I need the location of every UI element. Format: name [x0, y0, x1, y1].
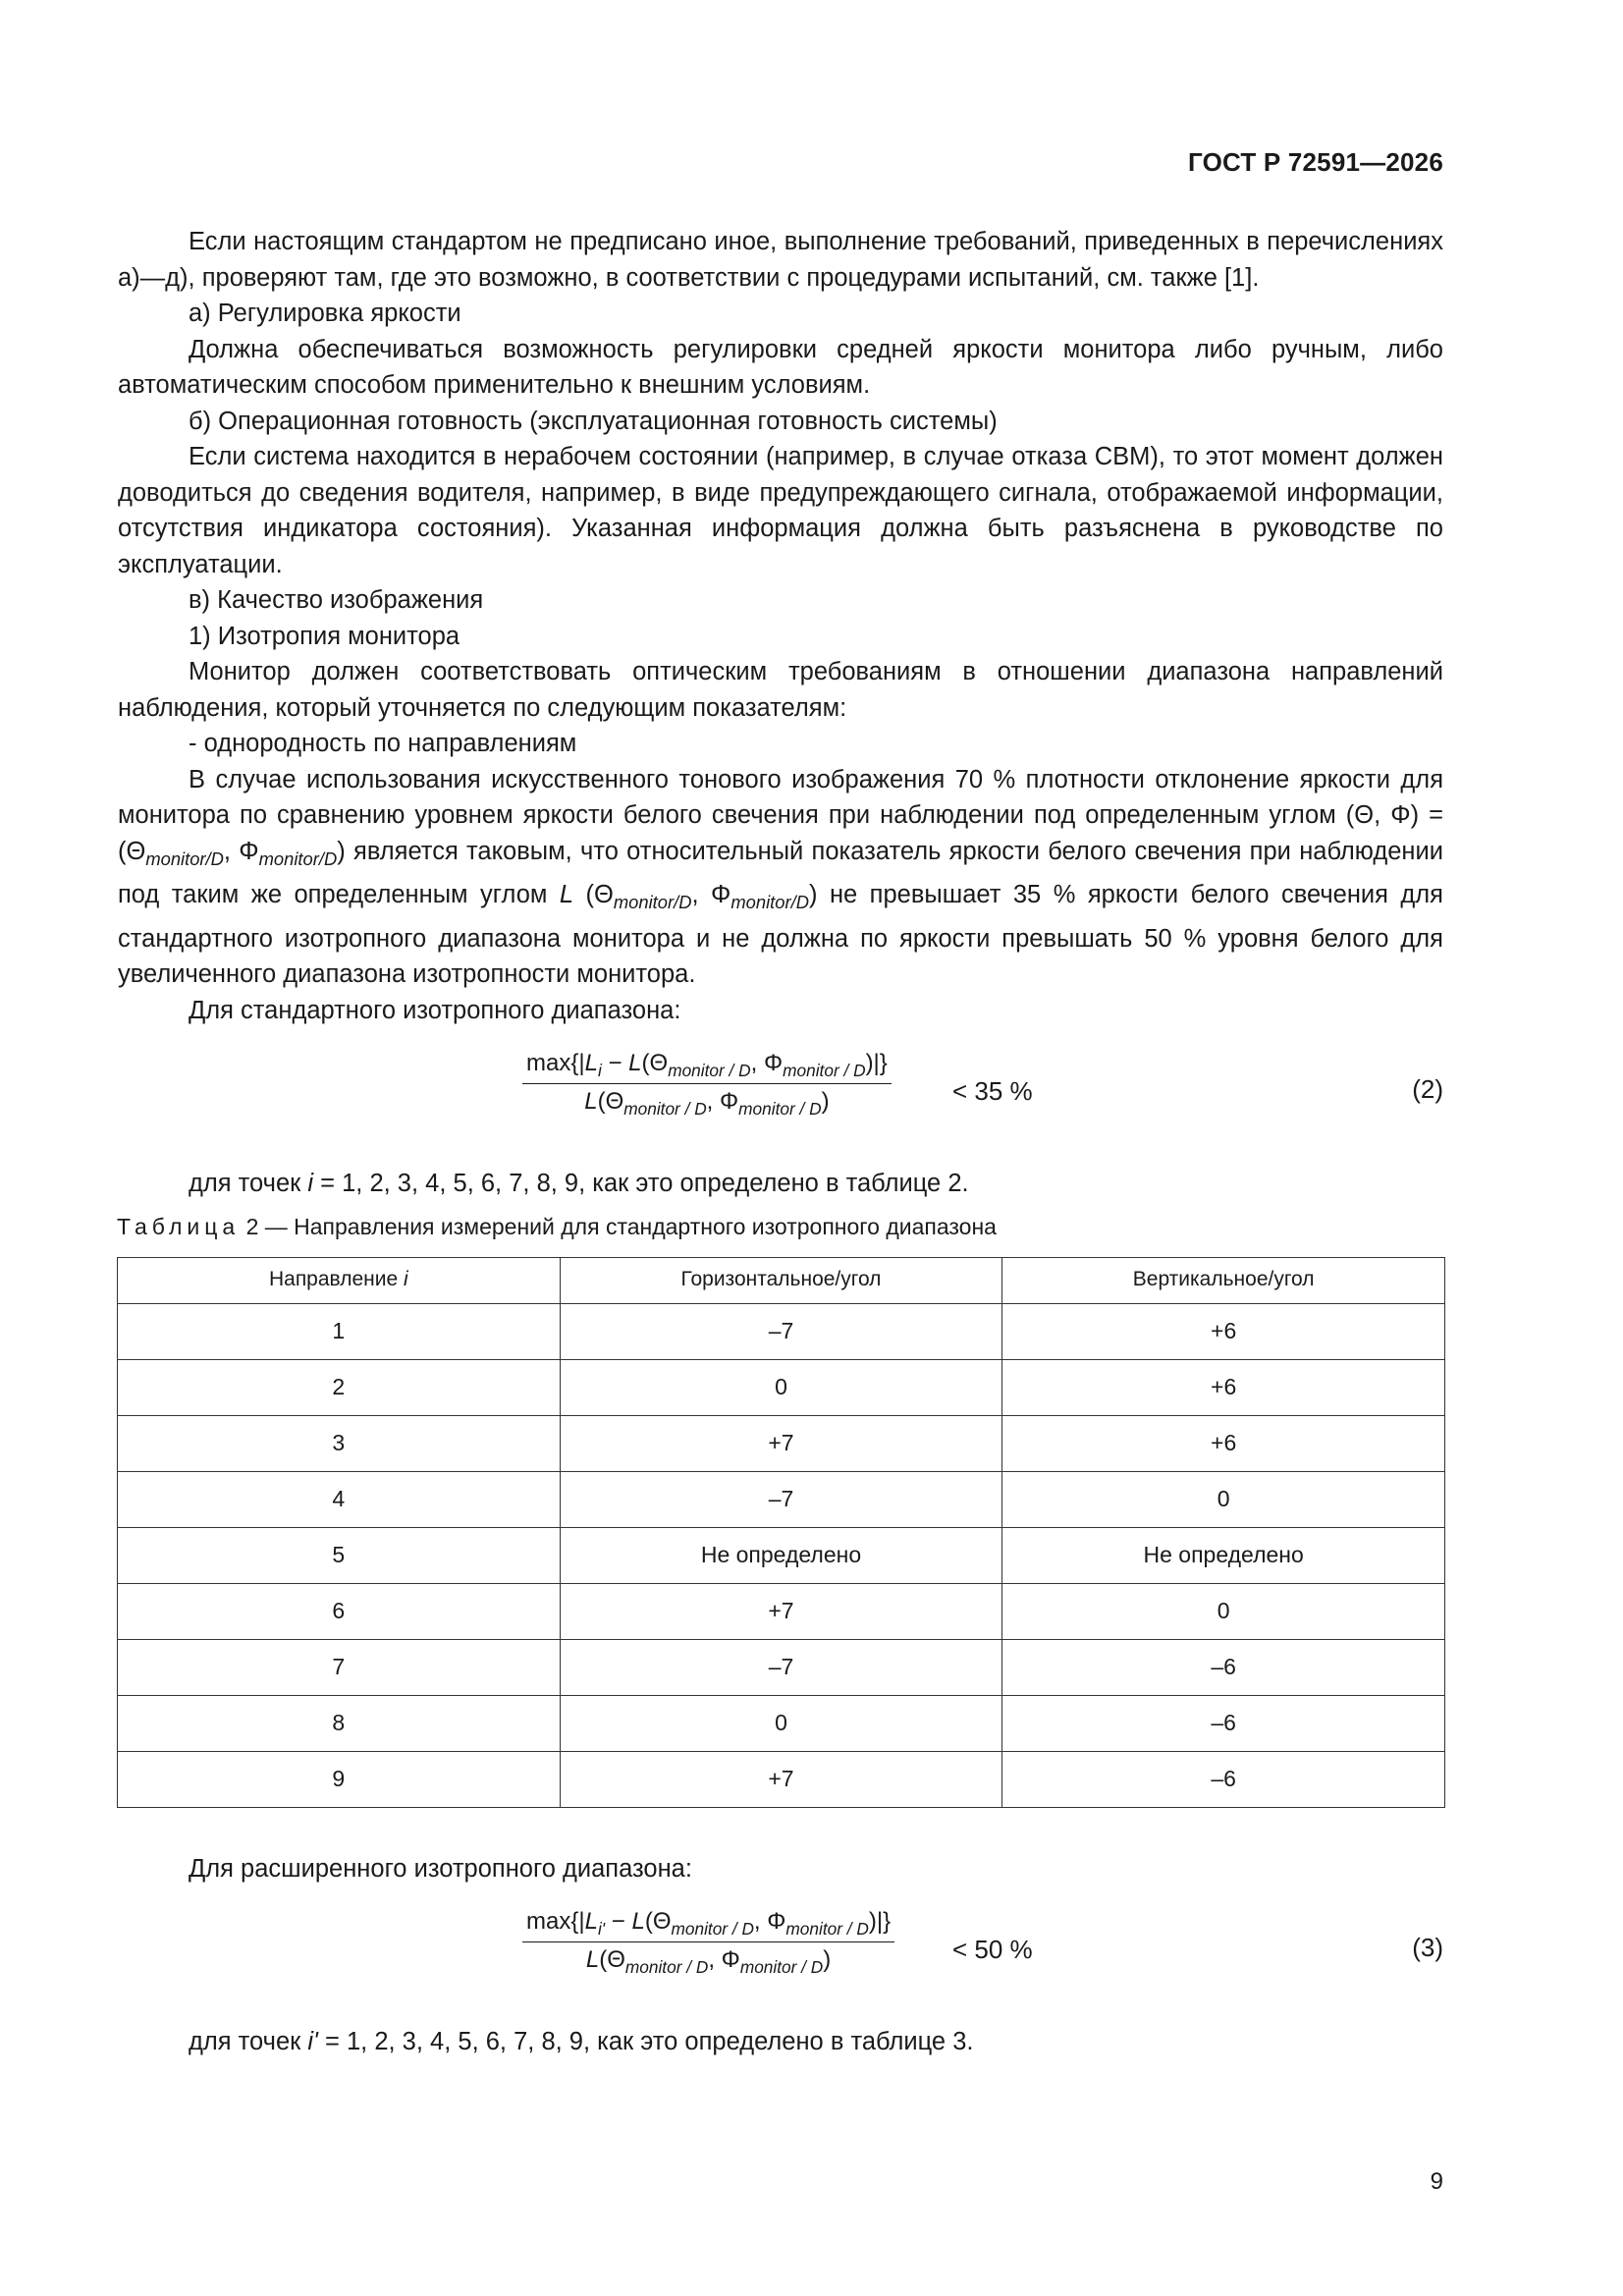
formula-2-numerator: $\max\{|L_i - L(\Theta_{monitor / D}$, $\Phi_{monitor / D})|$} — [522, 1050, 892, 1084]
deviation-text-5: , Φ — [691, 881, 731, 909]
subscript: monitor / D — [785, 1918, 869, 1939]
item-a-heading: а) Регулировка яркости — [189, 300, 461, 327]
subscript: monitor / D — [739, 1956, 824, 1977]
cell-horizontal: –7 — [560, 1639, 1002, 1695]
deviation-paragraph — [118, 762, 1443, 993]
formula-3 — [118, 1902, 1443, 2010]
cell-vertical: –6 — [1002, 1695, 1445, 1751]
deviation-text-3: ) является таковым, что относительный показатель яркости белого свечения при наблюдении под таким же определенным углом — [118, 837, 1443, 909]
subscript: monitor / D — [671, 1918, 754, 1939]
luminance-symbol: L — [559, 881, 574, 909]
header-text: Направление — [268, 1268, 404, 1291]
subscript: monitor/D — [145, 847, 224, 869]
subscript: monitor/D — [730, 892, 809, 913]
variable-i-prime: i' — [307, 2028, 318, 2056]
formula-3-relation: < 50 % — [952, 1935, 1033, 1965]
table-row — [118, 1751, 1445, 1807]
subscript: monitor / D — [668, 1060, 751, 1080]
cell-horizontal: Не определено — [560, 1527, 1002, 1583]
points-line-2 — [118, 1166, 1443, 1202]
deviation-text-1: В случае использования искусственного тонового изображения 70 % плотности отклонение яркости для монитора по сравнению уровнем яркости белого свечения при наблюдении под определенным углом (Θ, Φ) = (Θ — [118, 765, 1443, 865]
subscript: i' — [597, 1918, 606, 1939]
symbol-L: L — [584, 1087, 598, 1115]
table-row — [118, 1359, 1445, 1415]
deviation-text-2: , Φ — [223, 837, 259, 865]
symbol-phi: Φ — [763, 1050, 784, 1077]
variable-i: i — [307, 1170, 314, 1198]
formula-2-denominator: $L(\Theta_{monitor / D}$, $\Phi_{monitor / D}$) — [584, 1087, 830, 1119]
measurement-directions-table — [117, 1257, 1445, 1808]
formula-2-fraction — [522, 1050, 892, 1119]
minus-sign: − — [601, 1050, 629, 1077]
symbol-L: L — [585, 1945, 600, 1973]
deviation-text-4: (Θ — [573, 881, 614, 909]
symbol-theta: Θ — [607, 1945, 625, 1973]
cell-vertical: +6 — [1002, 1359, 1445, 1415]
table-row — [118, 1695, 1445, 1751]
cell-horizontal: +7 — [560, 1751, 1002, 1807]
symbol-phi: Φ — [767, 1908, 786, 1936]
cell-direction: 5 — [118, 1527, 561, 1583]
subscript: monitor/D — [613, 892, 692, 913]
cell-vertical: 0 — [1002, 1583, 1445, 1639]
item-b-heading: б) Операционная готовность (эксплуатационная готовность системы) — [189, 407, 998, 435]
formula-3-denominator: $L(\Theta_{monitor / D}$, $\Phi_{monitor / D}$) — [585, 1945, 832, 1977]
cell-horizontal: +7 — [560, 1415, 1002, 1471]
max-operator: max — [526, 1908, 571, 1936]
cell-direction: 9 — [118, 1751, 561, 1807]
page-number: 9 — [1430, 2168, 1443, 2195]
table-row — [118, 1303, 1445, 1359]
cell-vertical: +6 — [1002, 1415, 1445, 1471]
text: = 1, 2, 3, 4, 5, 6, 7, 8, 9, как это определено в таблице 3. — [317, 2028, 974, 2056]
symbol-L: L — [584, 1050, 598, 1077]
cell-vertical: –6 — [1002, 1751, 1445, 1807]
cell-horizontal: +7 — [560, 1583, 1002, 1639]
symbol-L: L — [631, 1908, 645, 1936]
table-caption-word: Таблица — [117, 1213, 241, 1239]
table-caption — [117, 1212, 1443, 1241]
formula-3-numerator: $\max\{|L_{i'} - L(\Theta_{monitor / D}$, $\Phi_{monitor / D})|$} — [522, 1908, 894, 1942]
column-header-direction — [118, 1257, 561, 1303]
cell-vertical: Не определено — [1002, 1527, 1445, 1583]
cell-horizontal: –7 — [560, 1303, 1002, 1359]
text: = 1, 2, 3, 4, 5, 6, 7, 8, 9, как это определено в таблице 2. — [313, 1170, 969, 1198]
cell-direction: 3 — [118, 1415, 561, 1471]
subscript: monitor/D — [258, 847, 338, 869]
column-header-vertical: Вертикальное/угол — [1002, 1257, 1445, 1303]
formula-2-relation: < 35 % — [952, 1076, 1033, 1107]
cell-vertical: –6 — [1002, 1639, 1445, 1695]
formula-2 — [118, 1044, 1443, 1152]
table-row — [118, 1415, 1445, 1471]
cell-horizontal: 0 — [560, 1359, 1002, 1415]
cell-direction: 2 — [118, 1359, 561, 1415]
subscript: monitor / D — [783, 1060, 866, 1080]
cell-horizontal: 0 — [560, 1695, 1002, 1751]
minus-sign: − — [605, 1908, 632, 1936]
symbol-phi: Φ — [720, 1087, 739, 1115]
table-row — [118, 1471, 1445, 1527]
formula-3-number: (3) — [1412, 1933, 1443, 1963]
cell-direction: 8 — [118, 1695, 561, 1751]
subscript: monitor / D — [624, 1956, 709, 1977]
symbol-L: L — [584, 1908, 598, 1936]
text: для точек — [189, 1170, 308, 1198]
max-operator: max — [526, 1050, 571, 1077]
table-header-row — [118, 1257, 1445, 1303]
item-c-heading: в) Качество изображения — [189, 586, 484, 614]
points-line-3 — [118, 2024, 1443, 2060]
table-row — [118, 1527, 1445, 1583]
symbol-theta: Θ — [605, 1087, 624, 1115]
subitem-1-heading: 1) Изотропия монитора — [189, 622, 460, 650]
symbol-theta: Θ — [649, 1050, 669, 1077]
subscript: monitor / D — [623, 1098, 707, 1119]
standard-range-intro: Для стандартного изотропного диапазона: — [189, 996, 681, 1024]
symbol-L: L — [628, 1050, 642, 1077]
subscript: i — [597, 1060, 602, 1080]
cell-direction: 6 — [118, 1583, 561, 1639]
cell-direction: 1 — [118, 1303, 561, 1359]
extended-range-intro: Для расширенного изотропного диапазона: — [189, 1854, 692, 1883]
table-row — [118, 1639, 1445, 1695]
item-a-text: Должна обеспечиваться возможность регулировки средней яркости монитора либо ручным, либо автоматическим способом применительно к внешним условиям. — [118, 335, 1443, 399]
column-header-horizontal: Горизонтальное/угол — [560, 1257, 1002, 1303]
deviation-text-6: ) не превышает 35 % яркости белого свечения для стандартного изотропного диапазона монитора и не должна по яркости превышать 50 % уровня белого для увеличенного диапазона изотропности монитора. — [118, 881, 1443, 989]
cell-horizontal: –7 — [560, 1471, 1002, 1527]
cell-direction: 4 — [118, 1471, 561, 1527]
variable-i: i — [404, 1268, 408, 1291]
cell-vertical: 0 — [1002, 1471, 1445, 1527]
cell-direction: 7 — [118, 1639, 561, 1695]
subscript: monitor / D — [738, 1098, 822, 1119]
symbol-phi: Φ — [721, 1945, 740, 1973]
formula-3-fraction — [522, 1908, 894, 1977]
table-row — [118, 1583, 1445, 1639]
item-b-text: Если система находится в нерабочем состоянии (например, в случае отказа СВМ), то этот момент должен доводиться до сведения водителя, например, в виде предупреждающего сигнала, отображаемой информации, отсутствия индикатора состояния). Указанная информация должна быть разъяснена в руководстве по эксплуатации. — [118, 443, 1443, 578]
symbol-theta: Θ — [652, 1908, 672, 1936]
uniformity-item: - однородность по направлениям — [189, 730, 577, 757]
table-caption-text: 2 — Направления измерений для стандартного изотропного диапазона — [240, 1213, 997, 1239]
formula-2-number: (2) — [1412, 1074, 1443, 1105]
monitor-requirements: Монитор должен соответствовать оптическим требованиям в отношении диапазона направлений наблюдения, который уточняется по следующим показателям: — [118, 658, 1443, 722]
document-code: ГОСТ Р 72591—2026 — [1188, 147, 1443, 177]
paragraph-intro: Если настоящим стандартом не предписано иное, выполнение требований, приведенных в перечислениях а)—д), проверяют там, где это возможно, в соответствии с процедурами испытаний, см. также [1]. — [118, 228, 1443, 292]
cell-vertical: +6 — [1002, 1303, 1445, 1359]
text: для точек — [189, 2028, 308, 2056]
page-body — [118, 224, 1443, 2060]
